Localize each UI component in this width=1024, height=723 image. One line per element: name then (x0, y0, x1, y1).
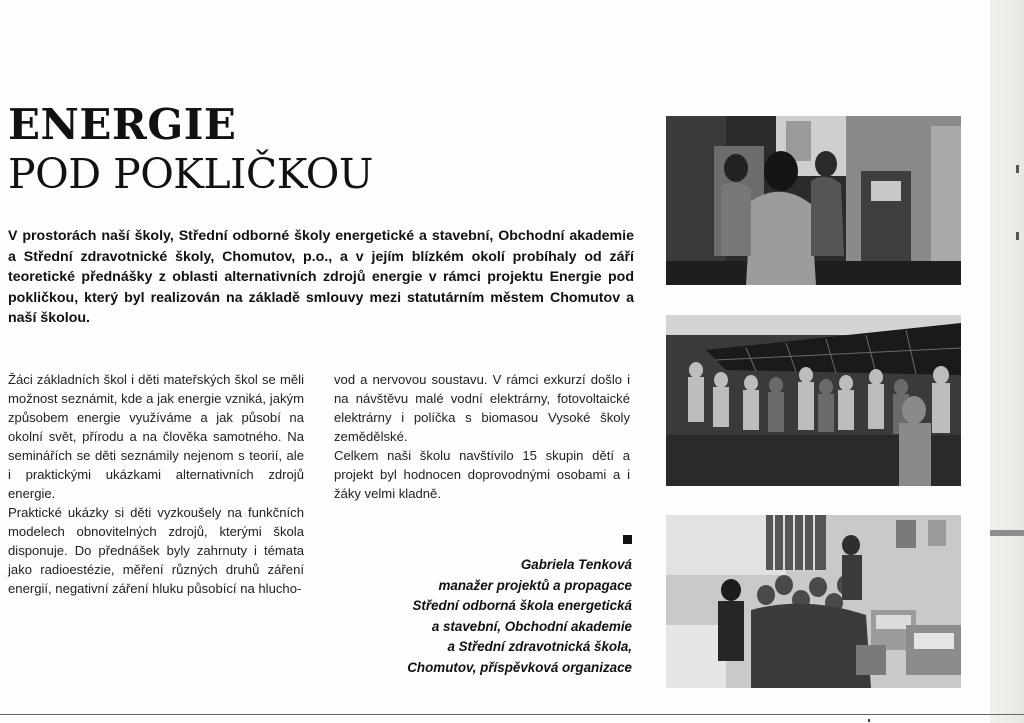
page-bottom-rule (0, 714, 1024, 715)
signature-line: Chomutov, příspěvková organizace (407, 659, 632, 675)
text-column-left (8, 370, 304, 598)
children-at-exhibit-photo (666, 116, 961, 285)
text-column-right (334, 370, 630, 503)
signature-line: manažer projektů a propagace (438, 577, 632, 593)
paragraph: Praktické ukázky si děti vyzkoušely na funkčních modelech obnovitelných zdrojů, kterými škola disponuje. Do přednášek byly zahrnuty i témata jako radioestézie, měření různých druhů záření energií, negativní záření hluku působící na hlucho- (8, 505, 304, 596)
scan-mark (868, 719, 870, 722)
signature-line: Střední odborná škola energetická (412, 598, 632, 613)
article-end-mark (623, 535, 632, 544)
group-at-solar-panels-photo (666, 315, 961, 486)
paragraph: Žáci základních škol i děti mateřských škol se měli možnost seznámit, kde a jak energie vzniká, jakým způsobem energie využíváme a jak působí na okolní svět, přírodu a na člověka samotného. Na seminářích se děti seznámily nejenom s teorií, ale i praktickými ukázkami alternativních zdrojů energie. (8, 372, 304, 501)
article-title-line-2: POD POKLIČKOU (8, 150, 373, 198)
paragraph: vod a nervovou soustavu. V rámci exkurzí došlo i na návštěvu malé vodní elektrárny, fotovoltaické elektrárny i políčka s biomasou Vysoké školy zemědělské. (334, 372, 630, 444)
adjacent-page-edge (990, 0, 1024, 723)
edge-bar (990, 530, 1024, 536)
signature-line: a Střední zdravotnická škola, (447, 639, 632, 654)
signature-line: a stavební, Obchodní akademie (431, 618, 632, 634)
edge-mark (1016, 232, 1019, 240)
edge-mark (1016, 165, 1019, 173)
paragraph: Celkem naši školu navštívilo 15 skupin dětí a projekt byl hodnocen doprovodnými osobami a i žáky velmi kladně. (334, 448, 630, 501)
article-lead: V prostorách naší školy, Střední odborné školy energetické a stavební, Obchodní akademie a Střední zdravotnické školy, Chomutov, p.o., a v jejím blízkém okolí probíhaly od září teoretické přednášky z oblasti alternativních zdrojů energie v rámci projektu Energie pod pokličkou, který byl realizován na základě smlouvy mezi statutárním městem Chomutov a naší školou. (8, 228, 634, 327)
signature-line: Gabriela Tenková (520, 557, 632, 572)
author-signature (340, 555, 632, 678)
article-title-line-1: ENERGIE (8, 100, 237, 149)
group-in-classroom-photo (666, 515, 961, 688)
